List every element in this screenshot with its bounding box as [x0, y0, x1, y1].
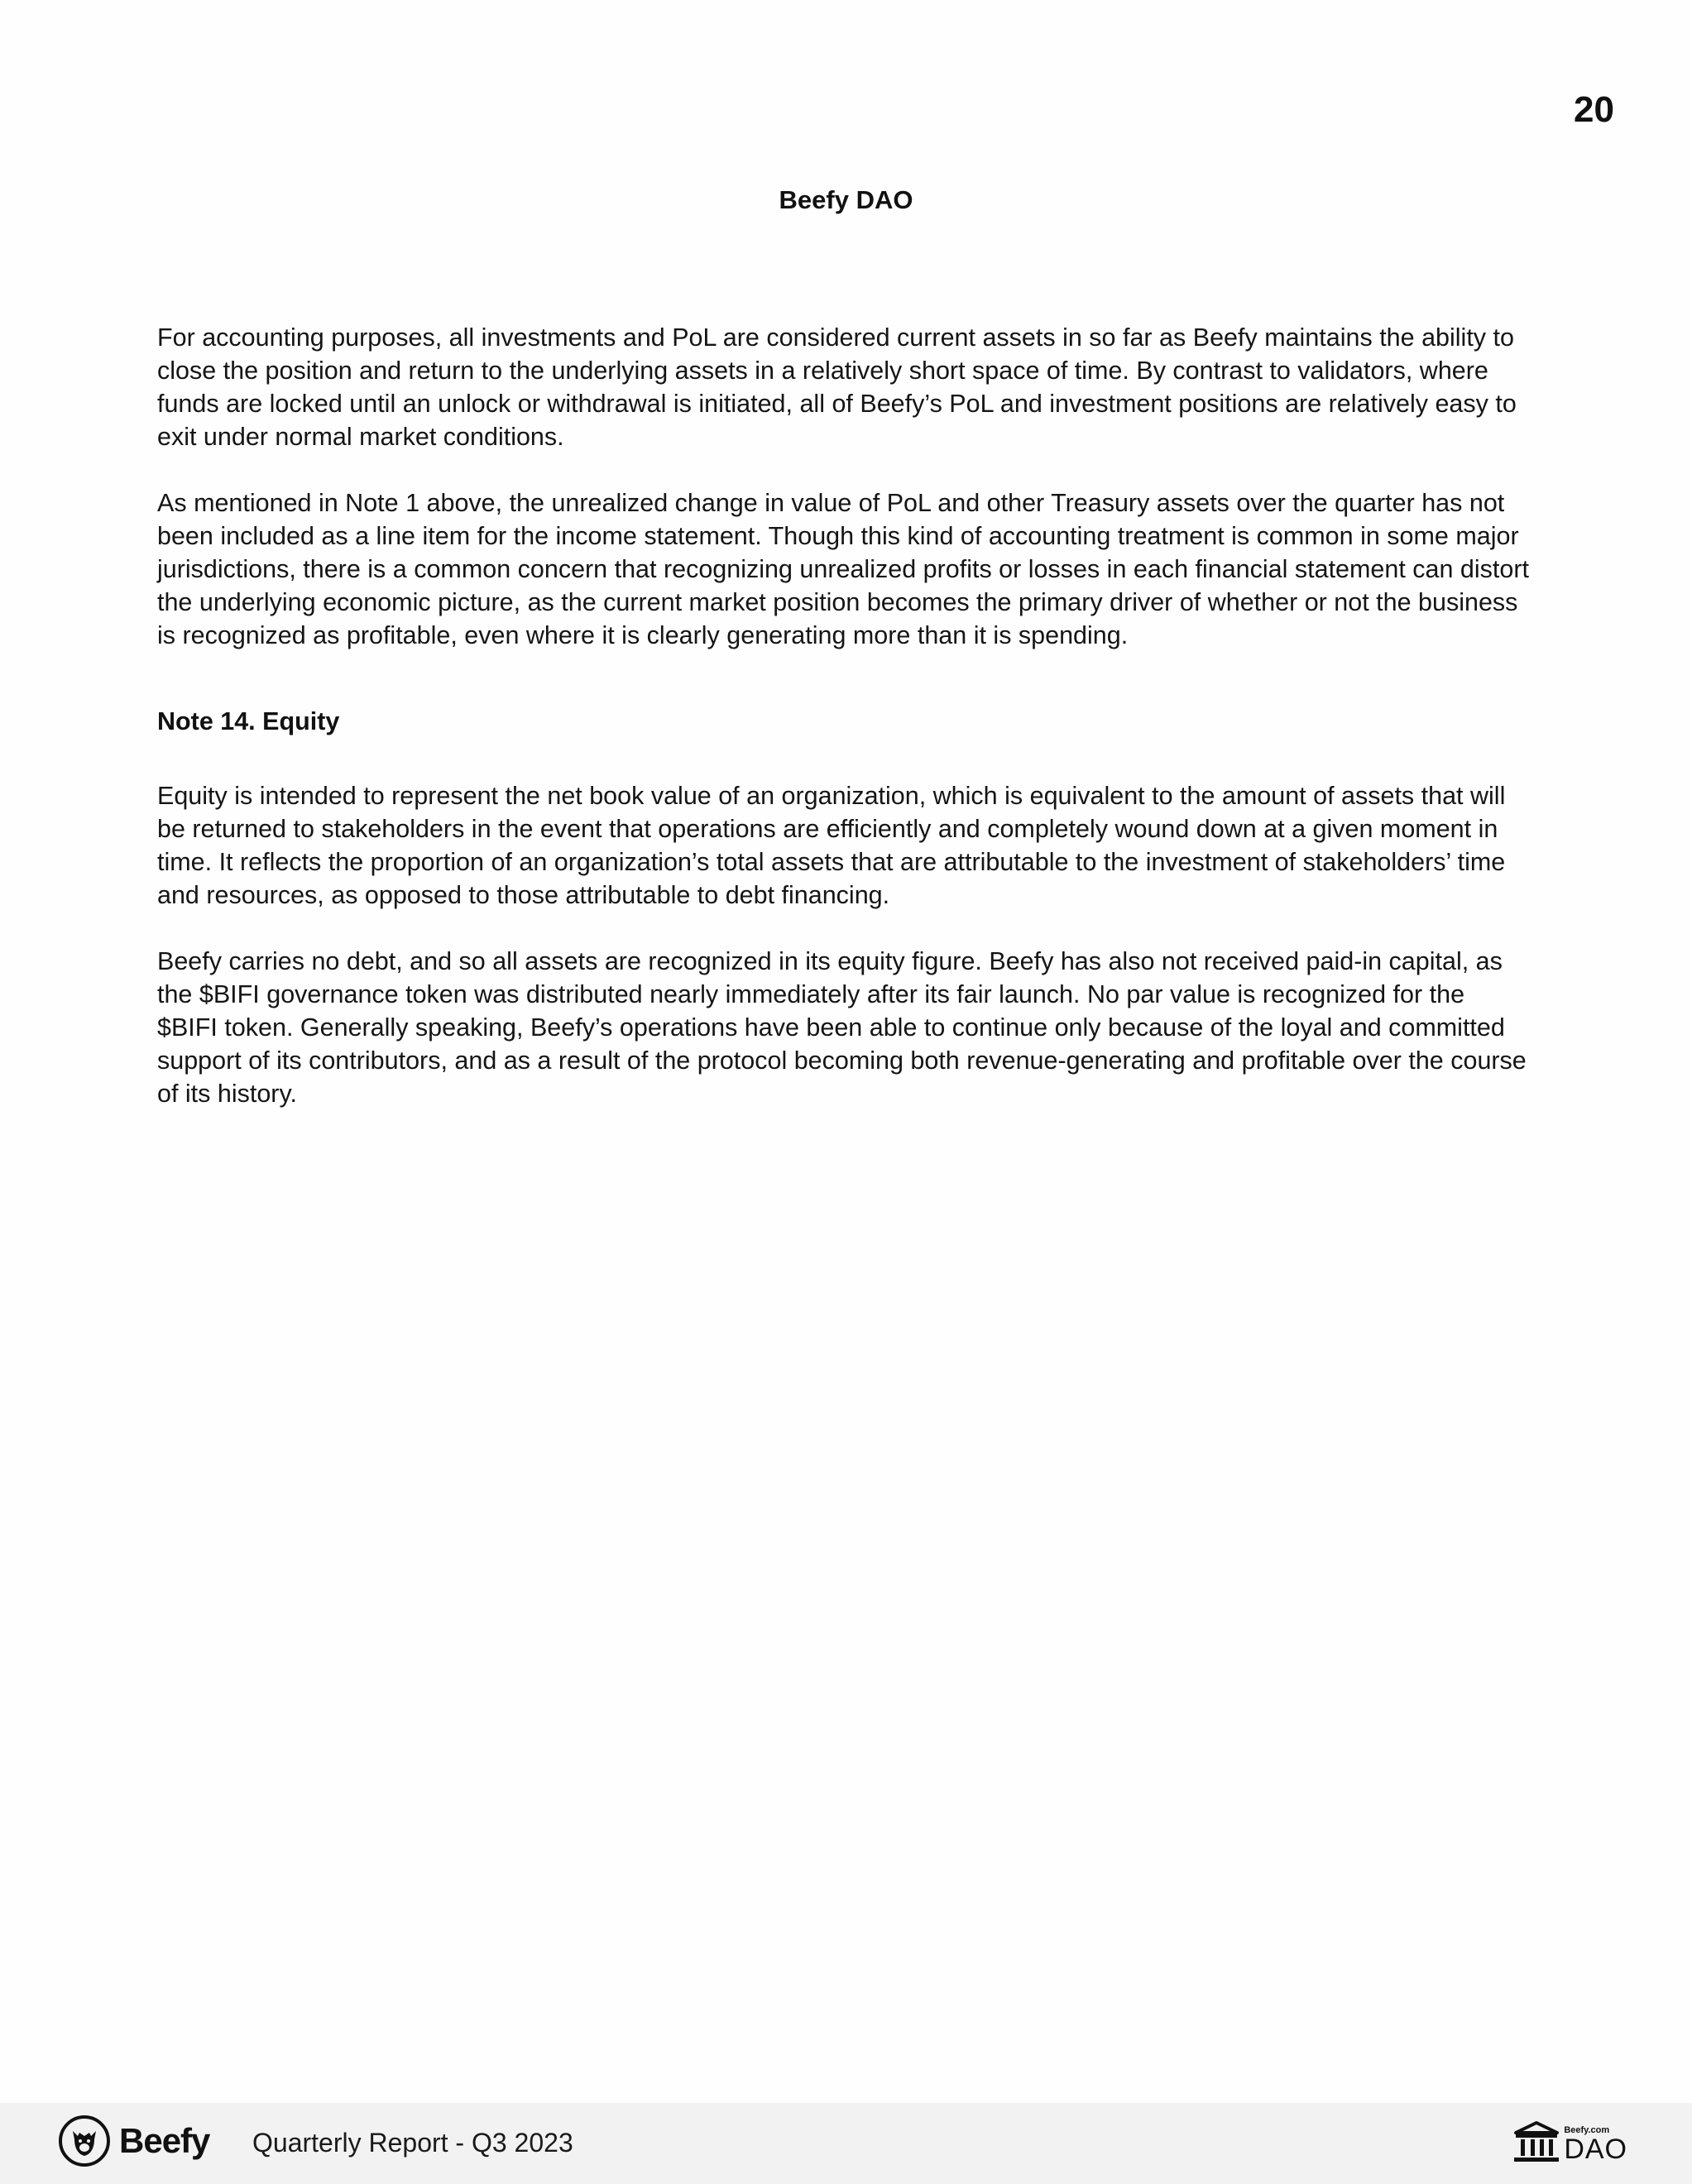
page-header: Beefy DAO — [779, 185, 913, 214]
page-number: 20 — [1574, 89, 1614, 130]
bank-building-icon — [1512, 2119, 1560, 2170]
paragraph-no-debt: Beefy carries no debt, and so all assets are recognized in its equity figure. Beefy has also not received paid-in capital, as the $BIFI governance token was distributed nearly immediately after its fair launch. No par value is recognized for the $BIFI token. Generally speaking, Beefy’s operations have been able to continue only because of the loyal and committed support of its contributors, and as a result of the protocol becoming both revenue-generating and profitable over the course of its history. — [157, 947, 1527, 1108]
paragraph-equity-definition: Equity is intended to represent the net book value of an organization, which is equivalent to the amount of assets that will be returned to stakeholders in the event that operations are efficiently and completely wound down at a given moment in time. It reflects the proportion of an organization’s total assets that are attributable to the investment of stakeholders’ time and resources, as opposed to those attributable to debt financing. — [157, 782, 1506, 909]
dao-label: DAO — [1564, 2134, 1627, 2165]
beefy-dao-logo — [1512, 2119, 1627, 2170]
beefy-cow-icon — [58, 2115, 111, 2167]
page-footer — [0, 2103, 1692, 2184]
dao-site-label: Beefy.com — [1564, 2125, 1610, 2135]
footer-report-title: Quarterly Report - Q3 2023 — [252, 2128, 573, 2158]
beefy-wordmark: Beefy — [119, 2121, 210, 2160]
section-heading-equity: Note 14. Equity — [157, 707, 340, 735]
document-body — [157, 321, 1531, 1143]
paragraph-accounting: For accounting purposes, all investments and PoL are considered current assets in so far as Beefy maintains the ability to close the position and return to the underlying assets in a relatively short space of time. By contrast to validators, where funds are locked until an unlock or withdrawal is initiated, all of Beefy’s PoL and investment positions are relatively easy to exit under normal market conditions. — [157, 323, 1517, 451]
beefy-logo — [58, 2115, 209, 2167]
dao-text — [1564, 2126, 1627, 2163]
paragraph-unrealized-change: As mentioned in Note 1 above, the unrealized change in value of PoL and other Treasury assets over the quarter has not been included as a line item for the income statement. Though this kind of accounting treatment is common in some major jurisdictions, there is a common concern that recognizing unrealized profits or losses in each financial statement can distort the underlying economic picture, as the current market position becomes the primary driver of whether or not the business is recognized as profitable, even where it is clearly generating more than it is spending. — [157, 489, 1529, 649]
